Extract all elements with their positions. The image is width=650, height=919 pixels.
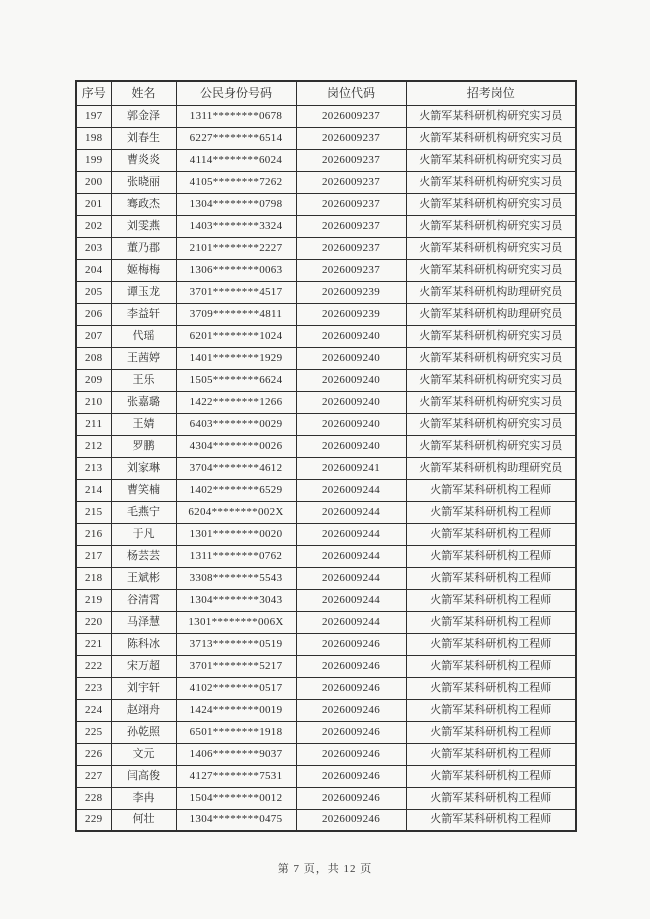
table-row [76, 171, 576, 193]
cell-job-code: 2026009237 [296, 215, 406, 237]
cell-name: 王茜婷 [111, 347, 176, 369]
cell-citizen-id-number: 4127********7531 [176, 765, 296, 787]
cell-citizen-id-number: 3701********5217 [176, 655, 296, 677]
cell-serial-number: 217 [76, 545, 111, 567]
cell-citizen-id-number: 6227********6514 [176, 127, 296, 149]
cell-name: 曹笑楠 [111, 479, 176, 501]
cell-citizen-id-number: 6201********1024 [176, 325, 296, 347]
cell-name: 毛燕宁 [111, 501, 176, 523]
cell-serial-number: 228 [76, 787, 111, 809]
cell-recruitment-position: 火箭军某科研机构工程师 [406, 765, 576, 787]
table-row [76, 787, 576, 809]
cell-serial-number: 202 [76, 215, 111, 237]
cell-citizen-id-number: 4304********0026 [176, 435, 296, 457]
table-row [76, 655, 576, 677]
cell-serial-number: 214 [76, 479, 111, 501]
cell-job-code: 2026009240 [296, 413, 406, 435]
cell-recruitment-position: 火箭军某科研机构研究实习员 [406, 413, 576, 435]
table-row [76, 215, 576, 237]
cell-serial-number: 215 [76, 501, 111, 523]
table-row [76, 303, 576, 325]
cell-serial-number: 208 [76, 347, 111, 369]
cell-recruitment-position: 火箭军某科研机构研究实习员 [406, 127, 576, 149]
cell-job-code: 2026009237 [296, 259, 406, 281]
cell-citizen-id-number: 3709********4811 [176, 303, 296, 325]
cell-job-code: 2026009241 [296, 457, 406, 479]
cell-name: 代瑶 [111, 325, 176, 347]
cell-serial-number: 206 [76, 303, 111, 325]
cell-name: 王婧 [111, 413, 176, 435]
cell-serial-number: 201 [76, 193, 111, 215]
cell-name: 骞政杰 [111, 193, 176, 215]
cell-serial-number: 203 [76, 237, 111, 259]
cell-citizen-id-number: 1401********1929 [176, 347, 296, 369]
cell-name: 赵翊舟 [111, 699, 176, 721]
cell-job-code: 2026009240 [296, 325, 406, 347]
table-row [76, 457, 576, 479]
cell-citizen-id-number: 1311********0762 [176, 545, 296, 567]
table-row [76, 281, 576, 303]
cell-citizen-id-number: 1301********0020 [176, 523, 296, 545]
header-name: 姓名 [111, 81, 176, 105]
table-row [76, 127, 576, 149]
cell-serial-number: 218 [76, 567, 111, 589]
cell-serial-number: 226 [76, 743, 111, 765]
cell-citizen-id-number: 6501********1918 [176, 721, 296, 743]
header-citizen-id-number: 公民身份号码 [176, 81, 296, 105]
table-row [76, 677, 576, 699]
cell-serial-number: 223 [76, 677, 111, 699]
cell-job-code: 2026009240 [296, 435, 406, 457]
cell-citizen-id-number: 1304********3043 [176, 589, 296, 611]
cell-name: 文元 [111, 743, 176, 765]
cell-serial-number: 221 [76, 633, 111, 655]
cell-job-code: 2026009246 [296, 677, 406, 699]
recruitment-roster-table [75, 80, 577, 832]
cell-job-code: 2026009244 [296, 611, 406, 633]
table-row [76, 589, 576, 611]
cell-citizen-id-number: 1301********006X [176, 611, 296, 633]
cell-name: 刘雯燕 [111, 215, 176, 237]
cell-name: 谭玉龙 [111, 281, 176, 303]
cell-citizen-id-number: 1504********0012 [176, 787, 296, 809]
cell-serial-number: 200 [76, 171, 111, 193]
cell-citizen-id-number: 1424********0019 [176, 699, 296, 721]
table-row [76, 193, 576, 215]
cell-name: 刘春生 [111, 127, 176, 149]
cell-job-code: 2026009244 [296, 523, 406, 545]
cell-name: 王乐 [111, 369, 176, 391]
cell-job-code: 2026009244 [296, 567, 406, 589]
cell-recruitment-position: 火箭军某科研机构工程师 [406, 611, 576, 633]
cell-citizen-id-number: 3704********4612 [176, 457, 296, 479]
cell-job-code: 2026009244 [296, 479, 406, 501]
cell-name: 王斌彬 [111, 567, 176, 589]
cell-job-code: 2026009246 [296, 633, 406, 655]
cell-serial-number: 197 [76, 105, 111, 127]
cell-recruitment-position: 火箭军某科研机构工程师 [406, 743, 576, 765]
cell-serial-number: 207 [76, 325, 111, 347]
cell-name: 刘家琳 [111, 457, 176, 479]
cell-citizen-id-number: 1403********3324 [176, 215, 296, 237]
cell-name: 陈科冰 [111, 633, 176, 655]
cell-recruitment-position: 火箭军某科研机构研究实习员 [406, 325, 576, 347]
header-recruitment-position: 招考岗位 [406, 81, 576, 105]
table-row [76, 413, 576, 435]
cell-job-code: 2026009246 [296, 655, 406, 677]
cell-name: 曹炎炎 [111, 149, 176, 171]
cell-recruitment-position: 火箭军某科研机构工程师 [406, 677, 576, 699]
cell-job-code: 2026009246 [296, 809, 406, 831]
cell-serial-number: 220 [76, 611, 111, 633]
cell-name: 杨芸芸 [111, 545, 176, 567]
cell-job-code: 2026009240 [296, 347, 406, 369]
cell-recruitment-position: 火箭军某科研机构研究实习员 [406, 237, 576, 259]
table-row [76, 435, 576, 457]
table-row [76, 237, 576, 259]
table-row [76, 633, 576, 655]
table-row [76, 369, 576, 391]
cell-job-code: 2026009237 [296, 105, 406, 127]
table-row [76, 149, 576, 171]
cell-citizen-id-number: 6403********0029 [176, 413, 296, 435]
cell-citizen-id-number: 6204********002X [176, 501, 296, 523]
cell-job-code: 2026009239 [296, 303, 406, 325]
cell-name: 马泽慧 [111, 611, 176, 633]
cell-serial-number: 213 [76, 457, 111, 479]
cell-name: 何壮 [111, 809, 176, 831]
cell-recruitment-position: 火箭军某科研机构研究实习员 [406, 171, 576, 193]
cell-serial-number: 211 [76, 413, 111, 435]
cell-citizen-id-number: 1406********9037 [176, 743, 296, 765]
cell-recruitment-position: 火箭军某科研机构工程师 [406, 699, 576, 721]
table-row [76, 567, 576, 589]
cell-job-code: 2026009246 [296, 699, 406, 721]
cell-citizen-id-number: 2101********2227 [176, 237, 296, 259]
cell-job-code: 2026009239 [296, 281, 406, 303]
cell-citizen-id-number: 1311********0678 [176, 105, 296, 127]
cell-recruitment-position: 火箭军某科研机构工程师 [406, 589, 576, 611]
cell-serial-number: 209 [76, 369, 111, 391]
cell-recruitment-position: 火箭军某科研机构工程师 [406, 479, 576, 501]
table-row [76, 809, 576, 831]
table-row [76, 611, 576, 633]
cell-name: 罗鹏 [111, 435, 176, 457]
table-row [76, 105, 576, 127]
cell-job-code: 2026009246 [296, 787, 406, 809]
cell-serial-number: 198 [76, 127, 111, 149]
cell-recruitment-position: 火箭军某科研机构研究实习员 [406, 369, 576, 391]
cell-serial-number: 219 [76, 589, 111, 611]
cell-job-code: 2026009244 [296, 501, 406, 523]
cell-recruitment-position: 火箭军某科研机构研究实习员 [406, 435, 576, 457]
cell-citizen-id-number: 1304********0798 [176, 193, 296, 215]
table-row [76, 479, 576, 501]
cell-recruitment-position: 火箭军某科研机构研究实习员 [406, 193, 576, 215]
cell-serial-number: 212 [76, 435, 111, 457]
cell-job-code: 2026009237 [296, 193, 406, 215]
cell-recruitment-position: 火箭军某科研机构研究实习员 [406, 149, 576, 171]
cell-name: 孙乾照 [111, 721, 176, 743]
cell-serial-number: 229 [76, 809, 111, 831]
cell-citizen-id-number: 4114********6024 [176, 149, 296, 171]
cell-serial-number: 227 [76, 765, 111, 787]
cell-name: 闫高俊 [111, 765, 176, 787]
cell-recruitment-position: 火箭军某科研机构工程师 [406, 721, 576, 743]
cell-citizen-id-number: 1304********0475 [176, 809, 296, 831]
cell-serial-number: 204 [76, 259, 111, 281]
cell-recruitment-position: 火箭军某科研机构工程师 [406, 501, 576, 523]
cell-name: 张嘉璐 [111, 391, 176, 413]
cell-recruitment-position: 火箭军某科研机构工程师 [406, 655, 576, 677]
cell-recruitment-position: 火箭军某科研机构工程师 [406, 633, 576, 655]
cell-recruitment-position: 火箭军某科研机构研究实习员 [406, 105, 576, 127]
cell-recruitment-position: 火箭军某科研机构工程师 [406, 523, 576, 545]
cell-serial-number: 224 [76, 699, 111, 721]
cell-job-code: 2026009244 [296, 589, 406, 611]
cell-citizen-id-number: 3713********0519 [176, 633, 296, 655]
cell-serial-number: 222 [76, 655, 111, 677]
cell-recruitment-position: 火箭军某科研机构研究实习员 [406, 259, 576, 281]
cell-job-code: 2026009240 [296, 391, 406, 413]
cell-name: 宋万超 [111, 655, 176, 677]
cell-recruitment-position: 火箭军某科研机构研究实习员 [406, 215, 576, 237]
table-row [76, 391, 576, 413]
cell-job-code: 2026009246 [296, 721, 406, 743]
cell-job-code: 2026009246 [296, 765, 406, 787]
cell-name: 姬梅梅 [111, 259, 176, 281]
cell-job-code: 2026009237 [296, 127, 406, 149]
table-row [76, 743, 576, 765]
table-row [76, 721, 576, 743]
cell-name: 郭金泽 [111, 105, 176, 127]
cell-name: 于凡 [111, 523, 176, 545]
header-serial-number: 序号 [76, 81, 111, 105]
cell-name: 李冉 [111, 787, 176, 809]
table-row [76, 699, 576, 721]
cell-recruitment-position: 火箭军某科研机构工程师 [406, 787, 576, 809]
cell-serial-number: 205 [76, 281, 111, 303]
cell-citizen-id-number: 3701********4517 [176, 281, 296, 303]
header-job-code: 岗位代码 [296, 81, 406, 105]
cell-serial-number: 199 [76, 149, 111, 171]
cell-recruitment-position: 火箭军某科研机构工程师 [406, 809, 576, 831]
cell-job-code: 2026009237 [296, 237, 406, 259]
cell-job-code: 2026009246 [296, 743, 406, 765]
cell-recruitment-position: 火箭军某科研机构工程师 [406, 567, 576, 589]
table-header-row [76, 81, 576, 105]
cell-job-code: 2026009244 [296, 545, 406, 567]
cell-citizen-id-number: 1422********1266 [176, 391, 296, 413]
cell-citizen-id-number: 4105********7262 [176, 171, 296, 193]
cell-citizen-id-number: 1402********6529 [176, 479, 296, 501]
cell-citizen-id-number: 3308********5543 [176, 567, 296, 589]
cell-recruitment-position: 火箭军某科研机构工程师 [406, 545, 576, 567]
table-row [76, 347, 576, 369]
cell-serial-number: 216 [76, 523, 111, 545]
cell-job-code: 2026009240 [296, 369, 406, 391]
cell-recruitment-position: 火箭军某科研机构研究实习员 [406, 391, 576, 413]
cell-name: 董乃郡 [111, 237, 176, 259]
cell-name: 刘宇轩 [111, 677, 176, 699]
table-row [76, 523, 576, 545]
cell-recruitment-position: 火箭军某科研机构助理研究员 [406, 457, 576, 479]
table-row [76, 501, 576, 523]
table-row [76, 259, 576, 281]
cell-name: 谷清霄 [111, 589, 176, 611]
cell-recruitment-position: 火箭军某科研机构助理研究员 [406, 281, 576, 303]
cell-recruitment-position: 火箭军某科研机构助理研究员 [406, 303, 576, 325]
cell-name: 李益轩 [111, 303, 176, 325]
cell-name: 张晓丽 [111, 171, 176, 193]
cell-serial-number: 210 [76, 391, 111, 413]
cell-recruitment-position: 火箭军某科研机构研究实习员 [406, 347, 576, 369]
cell-job-code: 2026009237 [296, 149, 406, 171]
table-row [76, 765, 576, 787]
cell-citizen-id-number: 1505********6624 [176, 369, 296, 391]
cell-job-code: 2026009237 [296, 171, 406, 193]
cell-citizen-id-number: 1306********0063 [176, 259, 296, 281]
table-row [76, 325, 576, 347]
page-number-footer: 第 7 页，共 12 页 [277, 863, 373, 875]
cell-citizen-id-number: 4102********0517 [176, 677, 296, 699]
cell-serial-number: 225 [76, 721, 111, 743]
table-row [76, 545, 576, 567]
